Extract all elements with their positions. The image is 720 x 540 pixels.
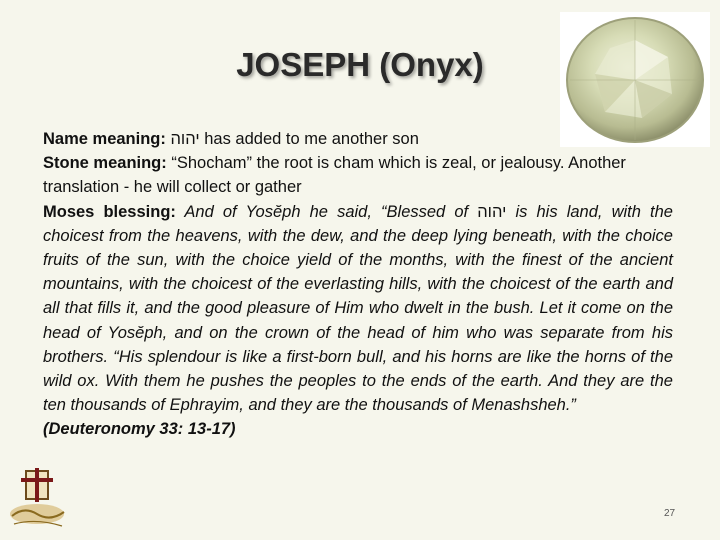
- name-meaning-text: has added to me another son: [199, 130, 419, 148]
- qodesh-ministries-logo: [6, 468, 68, 538]
- blessing-text-start: And of Yosĕph he said, “Blessed of: [175, 202, 478, 221]
- moses-blessing-paragraph: [43, 200, 673, 418]
- slide-title: JOSEPH (Onyx): [236, 46, 484, 83]
- blessing-text-rest: is his land, with the choicest from the heavens, with the dew, and the deep lying beneath, with the choice fruits of the sun, with the choice yield of the months, with the finest of the ancient mountains, with the choicest of the everlasting hills, with the choicest of the earth and all that fills it, and the good pleasure of Him who dwelt in the bush. Let it come on the head of Yosĕph, and on the crown of the head of him who was separate from his brothers. “His splendour is like a first-born bull, and his horns are like the horns of the wild ox. With them he pushes the peoples to the ends of the earth. And they are the ten thousands of Ephrayim, and they are the thousands of Menashsheh.”: [43, 202, 673, 415]
- moses-blessing-label: Moses blessing:: [43, 202, 176, 221]
- stone-meaning-label: Stone meaning:: [43, 154, 167, 173]
- name-meaning-label: Name meaning:: [43, 130, 166, 148]
- hebrew-name: יהוה: [170, 130, 200, 148]
- hebrew-name: יהוה: [477, 202, 507, 221]
- scripture-reference: (Deuteronomy 33: 13-17): [43, 420, 236, 439]
- stone-meaning-text: “Shocham” the root is cham which is zeal, or jealousy. Another translation - he will collect or gather: [43, 154, 626, 197]
- name-meaning-line: [43, 127, 673, 151]
- stone-meaning-line: [43, 151, 673, 199]
- slide-body: [43, 127, 673, 442]
- page-number: 27: [664, 508, 676, 519]
